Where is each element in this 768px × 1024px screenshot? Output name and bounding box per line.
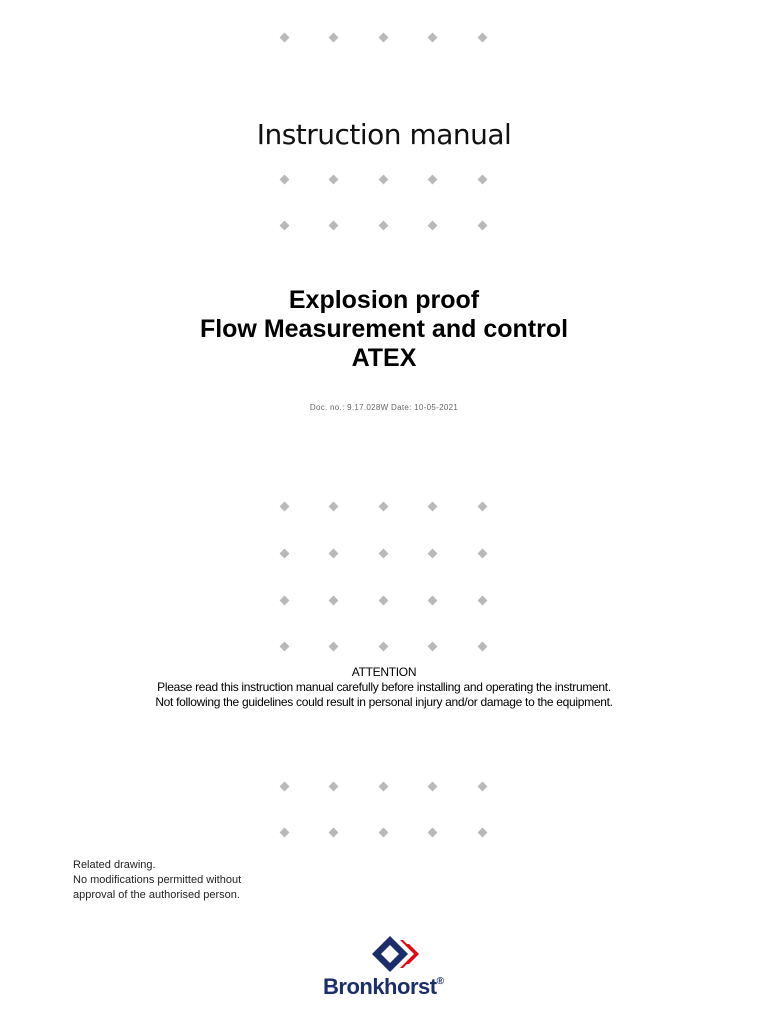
diamond-icon bbox=[379, 596, 389, 606]
brand-name bbox=[323, 974, 443, 1000]
diamond-icon bbox=[478, 596, 488, 606]
title-line: Flow Measurement and control bbox=[199, 315, 569, 343]
diamond-icon bbox=[280, 549, 290, 559]
diamond-icon bbox=[280, 642, 290, 652]
diamond-icon bbox=[329, 221, 339, 231]
diamond-icon bbox=[478, 502, 488, 512]
diamond-icon bbox=[329, 828, 339, 838]
diamond-icon bbox=[379, 642, 389, 652]
diamond-icon bbox=[428, 549, 438, 559]
attention-notice bbox=[0, 665, 768, 710]
diamond-icon bbox=[379, 828, 389, 838]
diamond-icon bbox=[478, 549, 488, 559]
attention-text: Please read this instruction manual carefully before installing and operating the instrument. bbox=[157, 680, 611, 694]
registered-mark: ® bbox=[436, 976, 444, 987]
diamond-icon bbox=[280, 828, 290, 838]
diamond-icon bbox=[428, 221, 438, 231]
diamond-icon bbox=[478, 642, 488, 652]
diamond-icon bbox=[329, 549, 339, 559]
dot-row bbox=[0, 176, 768, 188]
dot-row bbox=[0, 597, 768, 609]
dot-row bbox=[0, 783, 768, 795]
diamond-icon bbox=[280, 33, 290, 43]
diamond-icon bbox=[478, 175, 488, 185]
diamond-icon bbox=[280, 596, 290, 606]
diamond-icon bbox=[280, 221, 290, 231]
diamond-icon bbox=[379, 175, 389, 185]
diamond-icon bbox=[329, 33, 339, 43]
diamond-icon bbox=[428, 175, 438, 185]
diamond-icon bbox=[428, 33, 438, 43]
dot-row bbox=[0, 550, 768, 562]
dot-row bbox=[0, 34, 768, 46]
diamond-icon bbox=[428, 828, 438, 838]
brand-wordmark: Bronkhorst bbox=[323, 974, 437, 999]
diamond-icon bbox=[280, 175, 290, 185]
note-line: Related drawing. bbox=[73, 859, 156, 871]
title-line: ATEX bbox=[351, 344, 417, 372]
bronkhorst-logo-icon bbox=[370, 934, 424, 974]
diamond-icon bbox=[329, 642, 339, 652]
diamond-icon bbox=[329, 596, 339, 606]
bronkhorst-logo bbox=[320, 934, 480, 1004]
diamond-icon bbox=[280, 782, 290, 792]
attention-label: ATTENTION bbox=[351, 665, 417, 679]
dot-row bbox=[0, 222, 768, 234]
diamond-icon bbox=[379, 782, 389, 792]
document-title bbox=[0, 286, 768, 373]
note-line: No modifications permitted without bbox=[73, 874, 242, 886]
title-line: Explosion proof bbox=[288, 286, 480, 314]
diamond-icon bbox=[428, 596, 438, 606]
diamond-icon bbox=[379, 549, 389, 559]
diamond-icon bbox=[428, 782, 438, 792]
diamond-icon bbox=[478, 221, 488, 231]
diamond-icon bbox=[329, 175, 339, 185]
diamond-icon bbox=[428, 502, 438, 512]
dot-row bbox=[0, 829, 768, 841]
note-line: approval of the authorised person. bbox=[73, 889, 240, 901]
diamond-icon bbox=[379, 221, 389, 231]
related-drawing-note bbox=[73, 858, 241, 903]
diamond-icon bbox=[329, 782, 339, 792]
attention-text: Not following the guidelines could result in personal injury and/or damage to the equipment. bbox=[155, 695, 613, 709]
diamond-icon bbox=[329, 502, 339, 512]
diamond-icon bbox=[478, 782, 488, 792]
diamond-icon bbox=[478, 828, 488, 838]
dot-row bbox=[0, 643, 768, 655]
diamond-icon bbox=[478, 33, 488, 43]
diamond-icon bbox=[428, 642, 438, 652]
dot-row bbox=[0, 503, 768, 515]
diamond-icon bbox=[379, 33, 389, 43]
diamond-icon bbox=[280, 502, 290, 512]
document-heading: Instruction manual bbox=[256, 118, 512, 151]
doc-number-date: Doc. no.: 9.17.028W Date: 10-05-2021 bbox=[309, 403, 459, 412]
diamond-icon bbox=[379, 502, 389, 512]
